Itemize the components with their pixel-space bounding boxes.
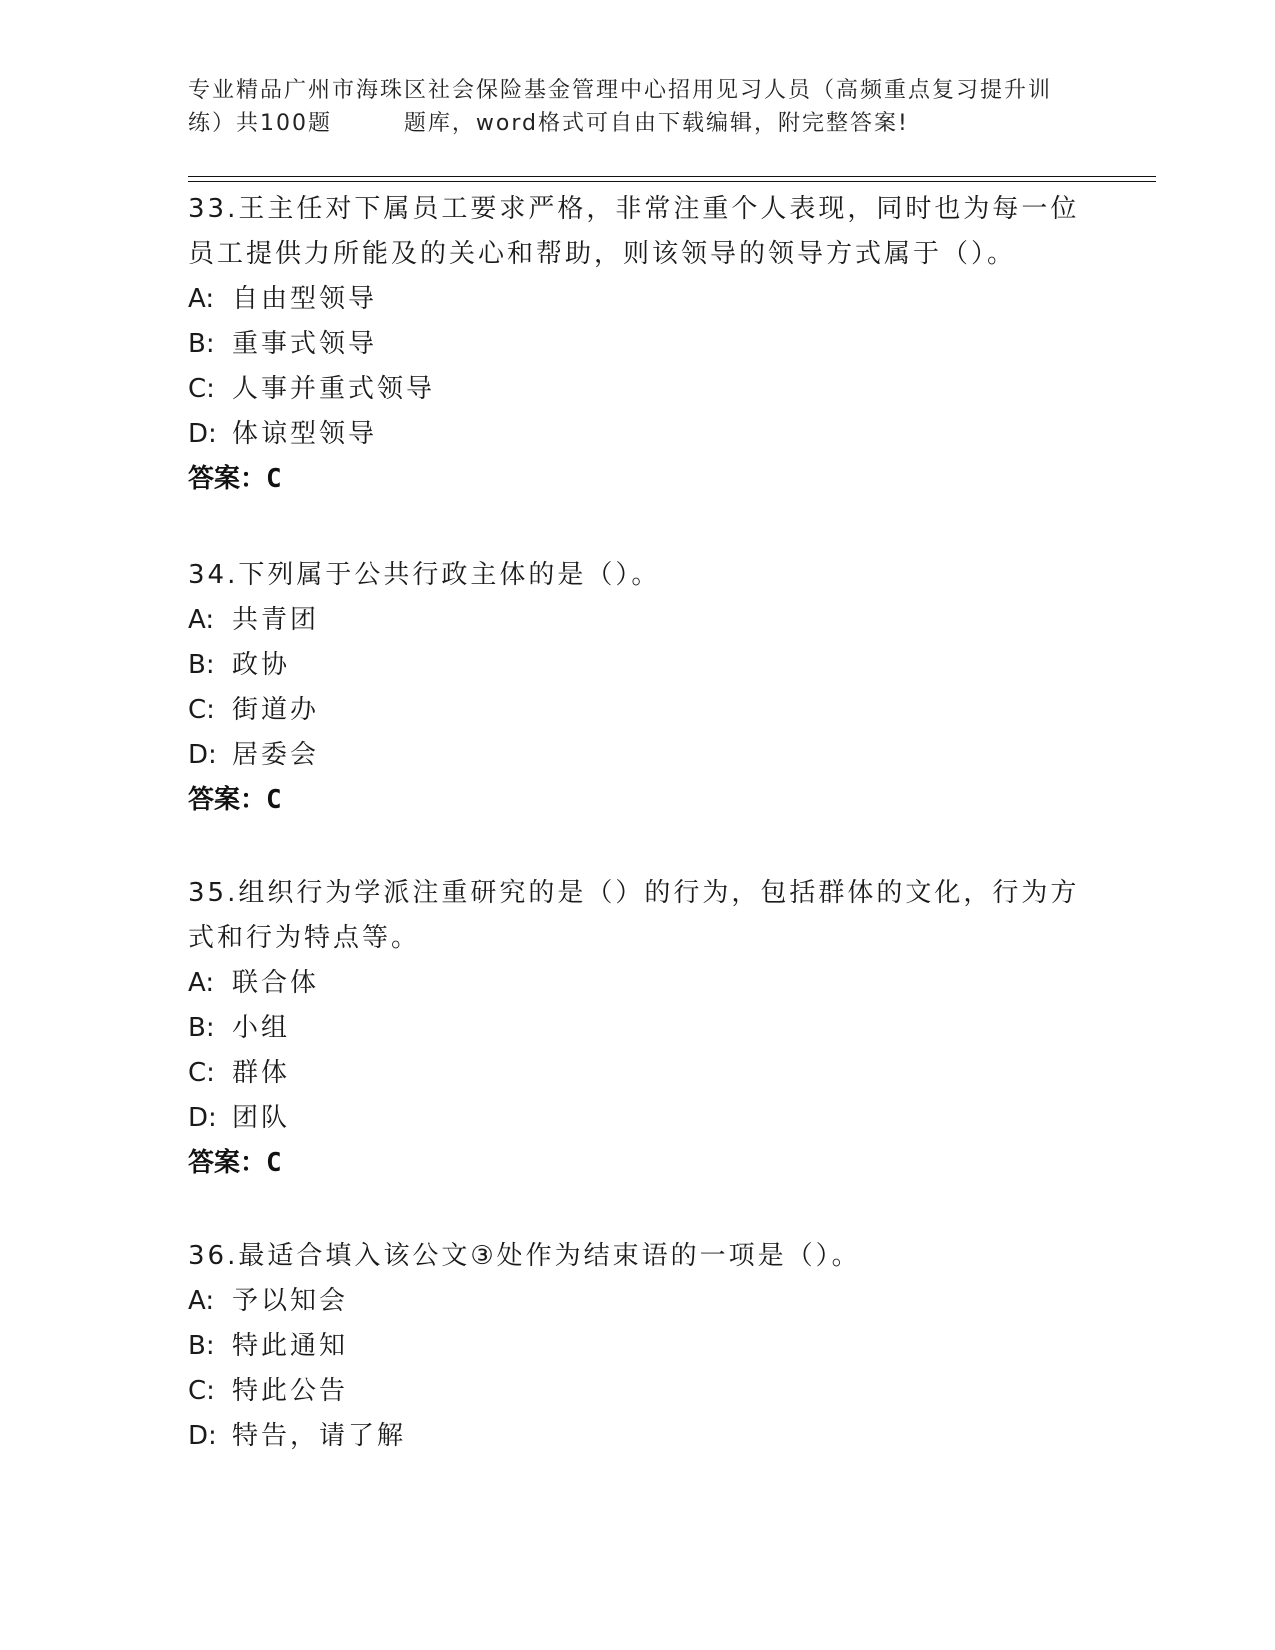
option-letter: B: <box>188 329 215 359</box>
option-b <box>188 322 1088 367</box>
option-a <box>188 961 1088 1006</box>
answer-value: C <box>266 464 282 494</box>
option-c <box>188 1369 1088 1414</box>
option-text: 自由型领导 <box>232 284 378 314</box>
option-text: 予以知会 <box>232 1286 349 1316</box>
stem-line: 35.组织行为学派注重研究的是（）的行为，包括群体的文化，行为方 <box>188 878 1080 908</box>
option-d <box>188 412 1088 457</box>
answer-line <box>188 778 1088 823</box>
answer-value: C <box>266 1148 282 1178</box>
option-text: 小组 <box>232 1013 291 1043</box>
option-d <box>188 1096 1088 1141</box>
option-text: 政协 <box>232 650 291 680</box>
option-b <box>188 1324 1088 1369</box>
option-d <box>188 733 1088 778</box>
header-line-1: 专业精品广州市海珠区社会保险基金管理中心招用见习人员（高频重点复习提升训 <box>188 78 1053 103</box>
option-letter: B: <box>188 650 215 680</box>
header-line-2: 练）共100题 题库，word格式可自由下载编辑，附完整答案! <box>188 111 909 136</box>
option-letter: C: <box>188 1058 215 1088</box>
option-a <box>188 1279 1088 1324</box>
option-text: 特此通知 <box>232 1331 349 1361</box>
option-text: 居委会 <box>232 740 320 770</box>
option-text: 团队 <box>232 1103 291 1133</box>
answer-label: 答案： <box>188 464 267 494</box>
option-d <box>188 1414 1088 1459</box>
question-stem <box>188 553 1088 598</box>
option-c <box>188 367 1088 412</box>
option-text: 共青团 <box>232 605 320 635</box>
option-text: 街道办 <box>232 695 320 725</box>
header-divider-bottom <box>188 181 1156 182</box>
option-text: 群体 <box>232 1058 291 1088</box>
question-stem <box>188 187 1088 277</box>
stem-line: 34.下列属于公共行政主体的是（）。 <box>188 560 661 590</box>
option-text: 特此公告 <box>232 1376 349 1406</box>
option-letter: A: <box>188 605 215 635</box>
option-b <box>188 1006 1088 1051</box>
header-divider-top <box>188 176 1156 177</box>
option-a <box>188 277 1088 322</box>
option-text: 联合体 <box>232 968 320 998</box>
answer-label: 答案： <box>188 785 267 815</box>
option-c <box>188 688 1088 733</box>
option-b <box>188 643 1088 688</box>
document-header <box>188 74 1088 140</box>
option-text: 体谅型领导 <box>232 419 378 449</box>
stem-line: 员工提供力所能及的关心和帮助，则该领导的领导方式属于（）。 <box>188 239 1017 269</box>
option-a <box>188 598 1088 643</box>
option-letter: A: <box>188 968 215 998</box>
answer-line <box>188 457 1088 502</box>
option-text: 特告，请了解 <box>232 1421 407 1451</box>
answer-line <box>188 1141 1088 1186</box>
stem-line: 33.王主任对下属员工要求严格，非常注重个人表现，同时也为每一位 <box>188 194 1080 224</box>
option-letter: A: <box>188 284 215 314</box>
question-stem <box>188 871 1088 961</box>
question-34 <box>188 553 1088 823</box>
option-letter: C: <box>188 695 215 725</box>
option-letter: D: <box>188 1421 217 1451</box>
question-33 <box>188 187 1088 502</box>
option-letter: C: <box>188 1376 215 1406</box>
option-letter: B: <box>188 1331 215 1361</box>
option-letter: D: <box>188 419 217 449</box>
question-stem <box>188 1234 1088 1279</box>
option-letter: D: <box>188 1103 217 1133</box>
question-35 <box>188 871 1088 1186</box>
option-c <box>188 1051 1088 1096</box>
option-text: 重事式领导 <box>232 329 378 359</box>
option-text: 人事并重式领导 <box>232 374 436 404</box>
question-36 <box>188 1234 1088 1459</box>
option-letter: B: <box>188 1013 215 1043</box>
answer-label: 答案： <box>188 1148 267 1178</box>
answer-value: C <box>266 785 282 815</box>
option-letter: D: <box>188 740 217 770</box>
option-letter: C: <box>188 374 215 404</box>
option-letter: A: <box>188 1286 215 1316</box>
stem-line: 式和行为特点等。 <box>188 923 421 953</box>
stem-line: 36.最适合填入该公文③处作为结束语的一项是（）。 <box>188 1241 861 1271</box>
